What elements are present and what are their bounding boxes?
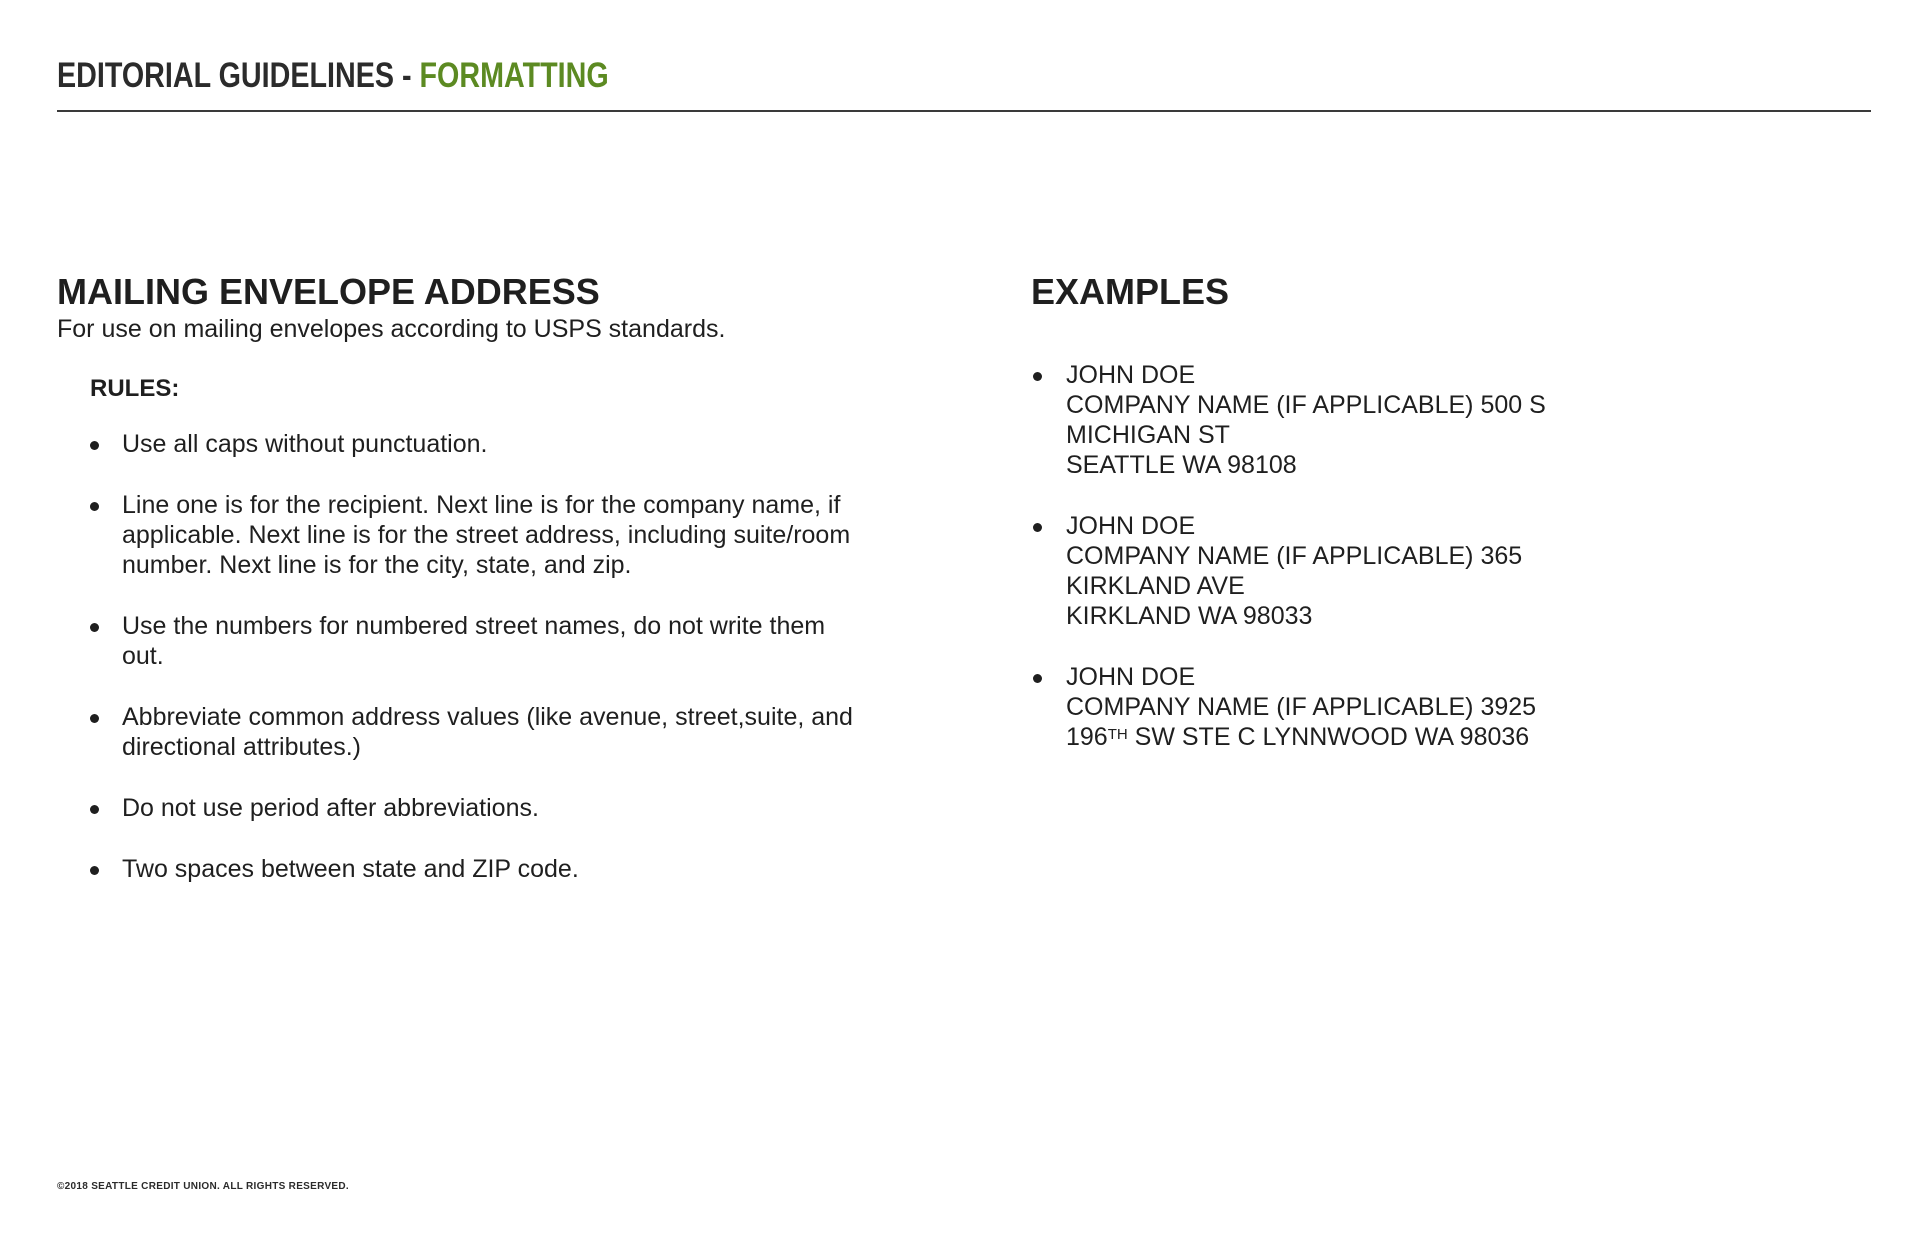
example-item	[1031, 662, 1851, 752]
example-company-line: COMPANY NAME (IF APPLICABLE) 500 S	[1066, 391, 1546, 419]
rule-item	[90, 854, 867, 884]
rule-text: Do not use period after abbreviations.	[122, 794, 539, 822]
section-subtitle: For use on mailing envelopes according to USPS standards.	[57, 315, 726, 343]
bullet-icon	[90, 714, 99, 723]
bullet-icon	[90, 866, 99, 875]
example-recipient: JOHN DOE	[1066, 512, 1196, 540]
rule-text: Use the numbers for numbered street names, do not write them out.	[122, 612, 826, 670]
rule-item	[90, 490, 867, 580]
example-item	[1031, 360, 1851, 480]
section-heading: MAILING ENVELOPE ADDRESS	[57, 271, 600, 312]
rule-item	[90, 793, 867, 823]
rule-text: Two spaces between state and ZIP code.	[122, 855, 579, 883]
page-header	[57, 52, 1871, 112]
example-city-line: KIRKLAND WA 98033	[1066, 602, 1313, 630]
bullet-icon	[1033, 674, 1042, 683]
bullet-icon	[1033, 372, 1042, 381]
rule-item	[90, 702, 867, 762]
rule-item	[90, 429, 867, 459]
rules-list	[90, 429, 877, 884]
page-title	[57, 56, 609, 96]
rule-text: Line one is for the recipient. Next line is for the company name, if applicable. Next line is for the street address, including suite/room number. Next line is for the city, state, and zip.	[122, 491, 851, 579]
bullet-icon	[90, 623, 99, 632]
example-street-line: KIRKLAND AVE	[1066, 572, 1245, 600]
street-number: 196	[1066, 723, 1108, 751]
bullet-icon	[90, 805, 99, 814]
ordinal-suffix: TH	[1107, 726, 1128, 743]
example-item	[1031, 511, 1851, 631]
example-street-city-line	[1066, 722, 1851, 752]
mailing-address-section	[57, 270, 877, 915]
rules-label: RULES:	[90, 375, 180, 402]
examples-list	[1031, 360, 1851, 752]
example-company-line: COMPANY NAME (IF APPLICABLE) 3925	[1066, 693, 1537, 721]
copyright-footer: ©2018 SEATTLE CREDIT UNION. ALL RIGHTS RESERVED.	[57, 1181, 349, 1192]
bullet-icon	[90, 502, 99, 511]
bullet-icon	[90, 441, 99, 450]
rule-text: Use all caps without punctuation.	[122, 430, 488, 458]
page-title-accent: FORMATTING	[419, 56, 609, 95]
rule-text: Abbreviate common address values (like avenue, street,suite, and directional attributes.)	[122, 703, 853, 761]
examples-heading: EXAMPLES	[1031, 271, 1230, 312]
street-rest: SW STE C LYNNWOOD WA 98036	[1127, 723, 1530, 751]
example-recipient: JOHN DOE	[1066, 361, 1196, 389]
page-title-main: EDITORIAL GUIDELINES -	[57, 56, 420, 95]
example-city-line: SEATTLE WA 98108	[1066, 451, 1297, 479]
bullet-icon	[1033, 523, 1042, 532]
example-company-line: COMPANY NAME (IF APPLICABLE) 365	[1066, 542, 1523, 570]
example-street-line: MICHIGAN ST	[1066, 421, 1230, 449]
example-recipient: JOHN DOE	[1066, 663, 1196, 691]
rule-item	[90, 611, 867, 671]
examples-section	[1031, 270, 1851, 783]
